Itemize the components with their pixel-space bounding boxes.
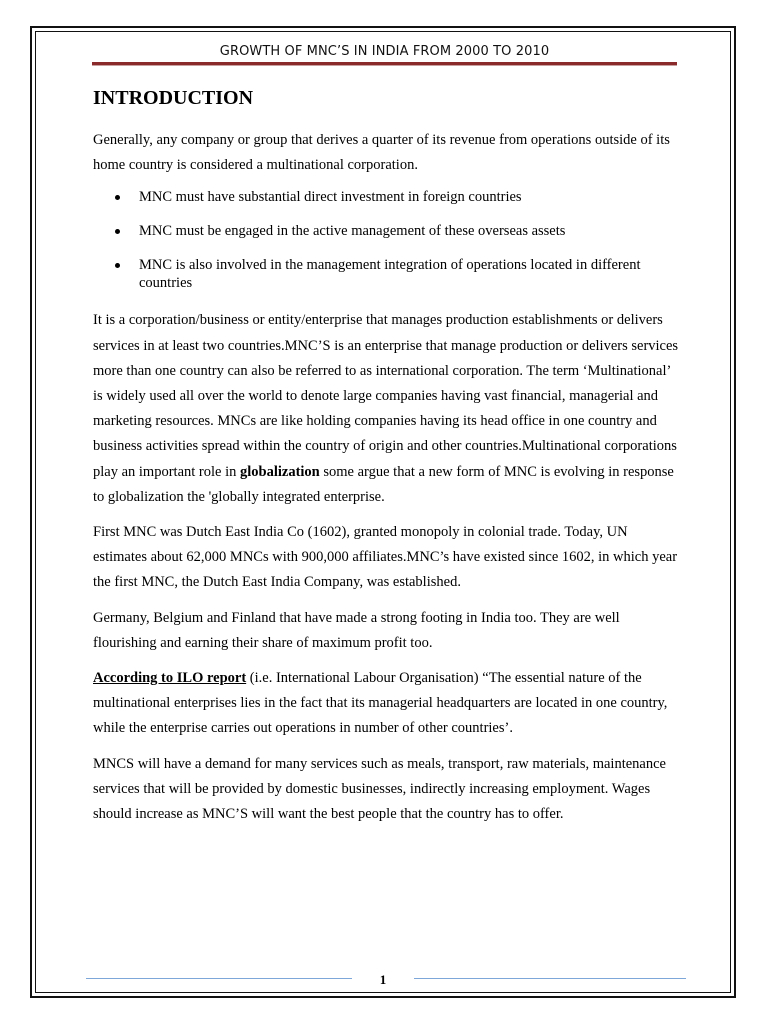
page-number: 1 <box>379 972 387 987</box>
footer-rule-left <box>86 978 352 979</box>
section-title: INTRODUCTION <box>93 87 254 109</box>
bullet-icon <box>115 263 120 268</box>
globalization-term: globalization <box>239 463 320 480</box>
footer-rule-right <box>414 978 686 979</box>
list-item-text: MNC must have substantial direct investment in foreign countries <box>139 189 522 206</box>
ilo-report-label: According to ILO report <box>93 670 247 687</box>
bullet-icon <box>115 229 120 234</box>
bullet-icon <box>115 195 120 200</box>
list-item <box>93 188 683 206</box>
definition-text-end: some argue that a new form of MNC is evolving in response to globalization the 'globally integrated enterprise. <box>93 463 674 505</box>
employment-paragraph: MNCS will have a demand for many services such as meals, transport, raw materials, maintenance services that will be provided by domestic businesses, indirectly increasing employment. Wages should increase as MNC’S will want the best people that the country has to offer. <box>93 755 666 823</box>
document-body <box>93 128 683 837</box>
list-item <box>93 256 683 292</box>
ilo-quote: (i.e. International Labour Organisation) “The essential nature of the multinational enterprises lies in the fact that its managerial headquarters are located in one country, while the enterprise carries out operations in number of other countries’. <box>93 670 668 737</box>
header-rule <box>92 62 677 66</box>
ilo-paragraph <box>93 666 683 742</box>
history-paragraph: First MNC was Dutch East India Co (1602), granted monopoly in colonial trade. Today, UN estimates about 62,000 MNCs with 900,000 affiliates.MNC’s have existed since 1602, in which year the first MNC, the Dutch East India Company, was established. <box>93 524 678 591</box>
definition-text: It is a corporation/business or entity/enterprise that manages production establishments or delivers services in at least two countries.MNC’S is an enterprise that manage production or delivers services more than one country can also be referred to as international corporation. The term ‘Multinational’ is widely used all over the world to denote large companies having vast financial, managerial and marketing resources. MNCs are like holding companies having its head office in one country and business activities spread within the country of origin and other countries.Multinational corporations play an important role in <box>93 312 679 480</box>
intro-paragraph: Generally, any company or group that derives a quarter of its revenue from operations outside of its home country is considered a multinational corporation. <box>93 132 670 174</box>
bullet-list <box>93 188 683 292</box>
list-item-text: MNC is also involved in the management integration of operations located in different countries <box>139 257 641 292</box>
definition-paragraph <box>93 308 683 510</box>
running-header: GROWTH OF MNC’S IN INDIA FROM 2000 TO 2010 <box>219 44 550 59</box>
list-item <box>93 222 683 240</box>
list-item-text: MNC must be engaged in the active management of these overseas assets <box>139 223 566 240</box>
countries-paragraph: Germany, Belgium and Finland that have made a strong footing in India too. They are well flourishing and earning their share of maximum profit too. <box>93 609 620 651</box>
